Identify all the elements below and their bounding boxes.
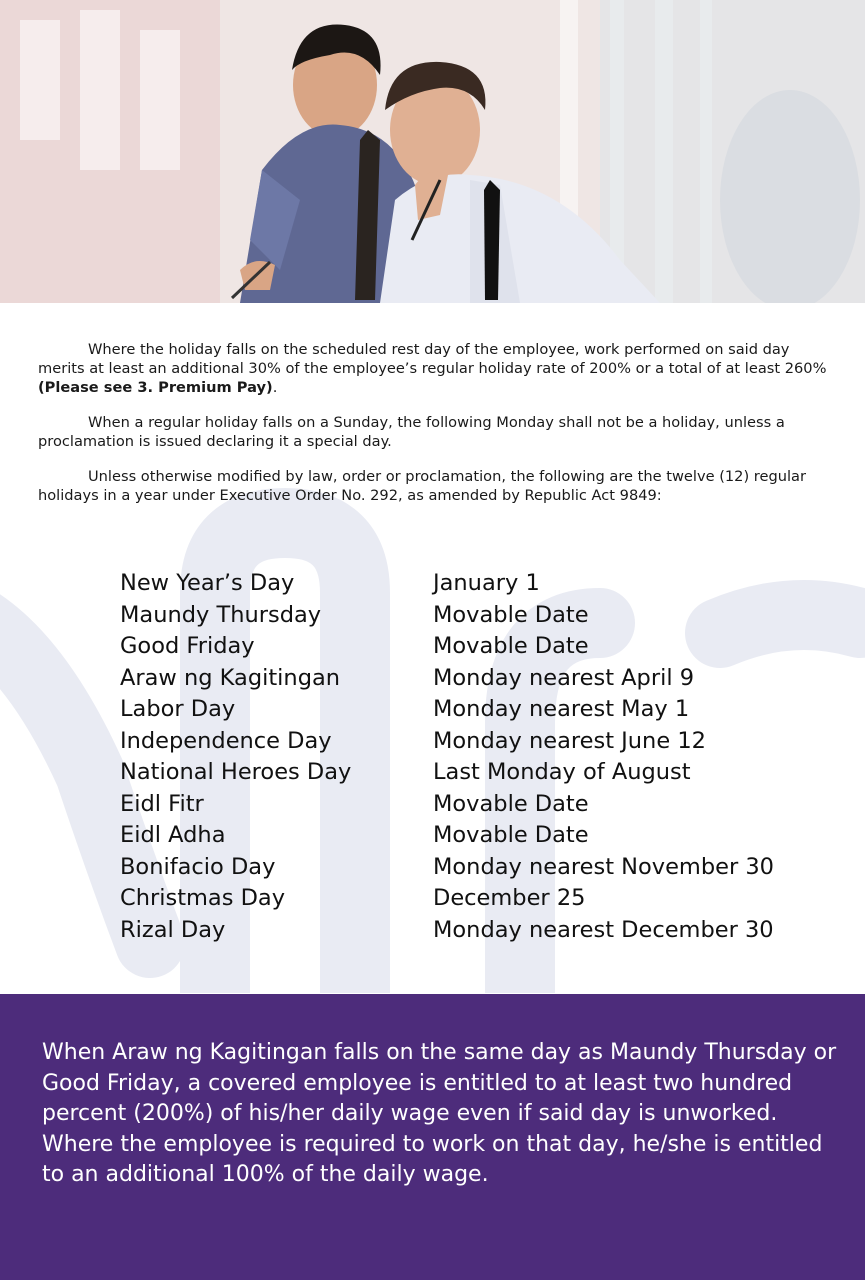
list-item [120,820,820,852]
holiday-date: Monday nearest May 1 [433,696,690,722]
holiday-date: Monday nearest November 30 [433,853,774,880]
holiday-name: National Heroes Day [120,759,352,785]
list-item [120,694,820,726]
holiday-name: Good Friday [120,633,255,659]
holiday-list [120,568,820,946]
holiday-date: Monday nearest June 12 [433,727,706,754]
holiday-date: Last Monday of August [433,759,691,785]
holiday-name: Rizal Day [120,916,226,943]
sunday-holiday-paragraph: When a regular holiday falls on a Sunday, the following Monday shall not be a holiday, unless a proclamation is issued declaring it a special day. [38,414,785,450]
list-item [120,631,820,663]
holiday-name: Labor Day [120,696,236,722]
holiday-name: Eidl Adha [120,822,226,848]
list-item [120,726,820,758]
paragraph-end: . [272,379,278,396]
premium-pay-reference: (Please see 3. Premium Pay) [38,379,273,396]
regular-holidays-intro-paragraph: Unless otherwise modified by law, order or proclamation, the following are the twelve (12) regular holidays in a year under Executive Order No. 292, as amended by Republic Act 9849: [38,468,806,504]
holiday-date: Monday nearest December 30 [433,916,774,943]
callout-text: When Araw ng Kagitingan falls on the same day as Maundy Thursday or Good Friday, a covered employee is entitled to at least two hundred percent (200%) of his/her daily wage even if said day is unworked. Where the employee is required to work on that day, he/she is entitled to an additional 100% of the daily wage. [42,1040,837,1187]
businessmen-illustration [0,0,865,303]
holiday-date: Monday nearest April 9 [433,664,695,691]
hero-photo [0,0,865,303]
holiday-name: Independence Day [120,727,332,754]
list-item [120,568,820,600]
holiday-name: Maundy Thursday [120,601,322,628]
holiday-name: Araw ng Kagitingan [120,664,341,691]
list-item [120,852,820,884]
list-item [120,789,820,821]
rest-day-paragraph [38,340,838,397]
paragraph-text: Where the holiday falls on the scheduled rest day of the employee, work performed on said day merits at least an additional 30% of the employee’s regular holiday rate of 200% or a total of at least 260% [38,341,827,377]
list-item [120,915,820,947]
list-item [120,663,820,695]
holiday-name: New Year’s Day [120,570,295,596]
holiday-date: Movable Date [433,633,589,659]
holiday-name: Bonifacio Day [120,853,276,880]
intro-text [38,340,838,521]
holiday-date: Movable Date [433,790,589,817]
holiday-name: Eidl Fitr [120,790,204,817]
holiday-date: December 25 [433,885,586,911]
holiday-date: Movable Date [433,822,589,848]
list-item [120,757,820,789]
list-item [120,883,820,915]
list-item [120,600,820,632]
holiday-date: January 1 [433,570,540,596]
holiday-date: Movable Date [433,601,589,628]
holiday-name: Christmas Day [120,885,286,911]
